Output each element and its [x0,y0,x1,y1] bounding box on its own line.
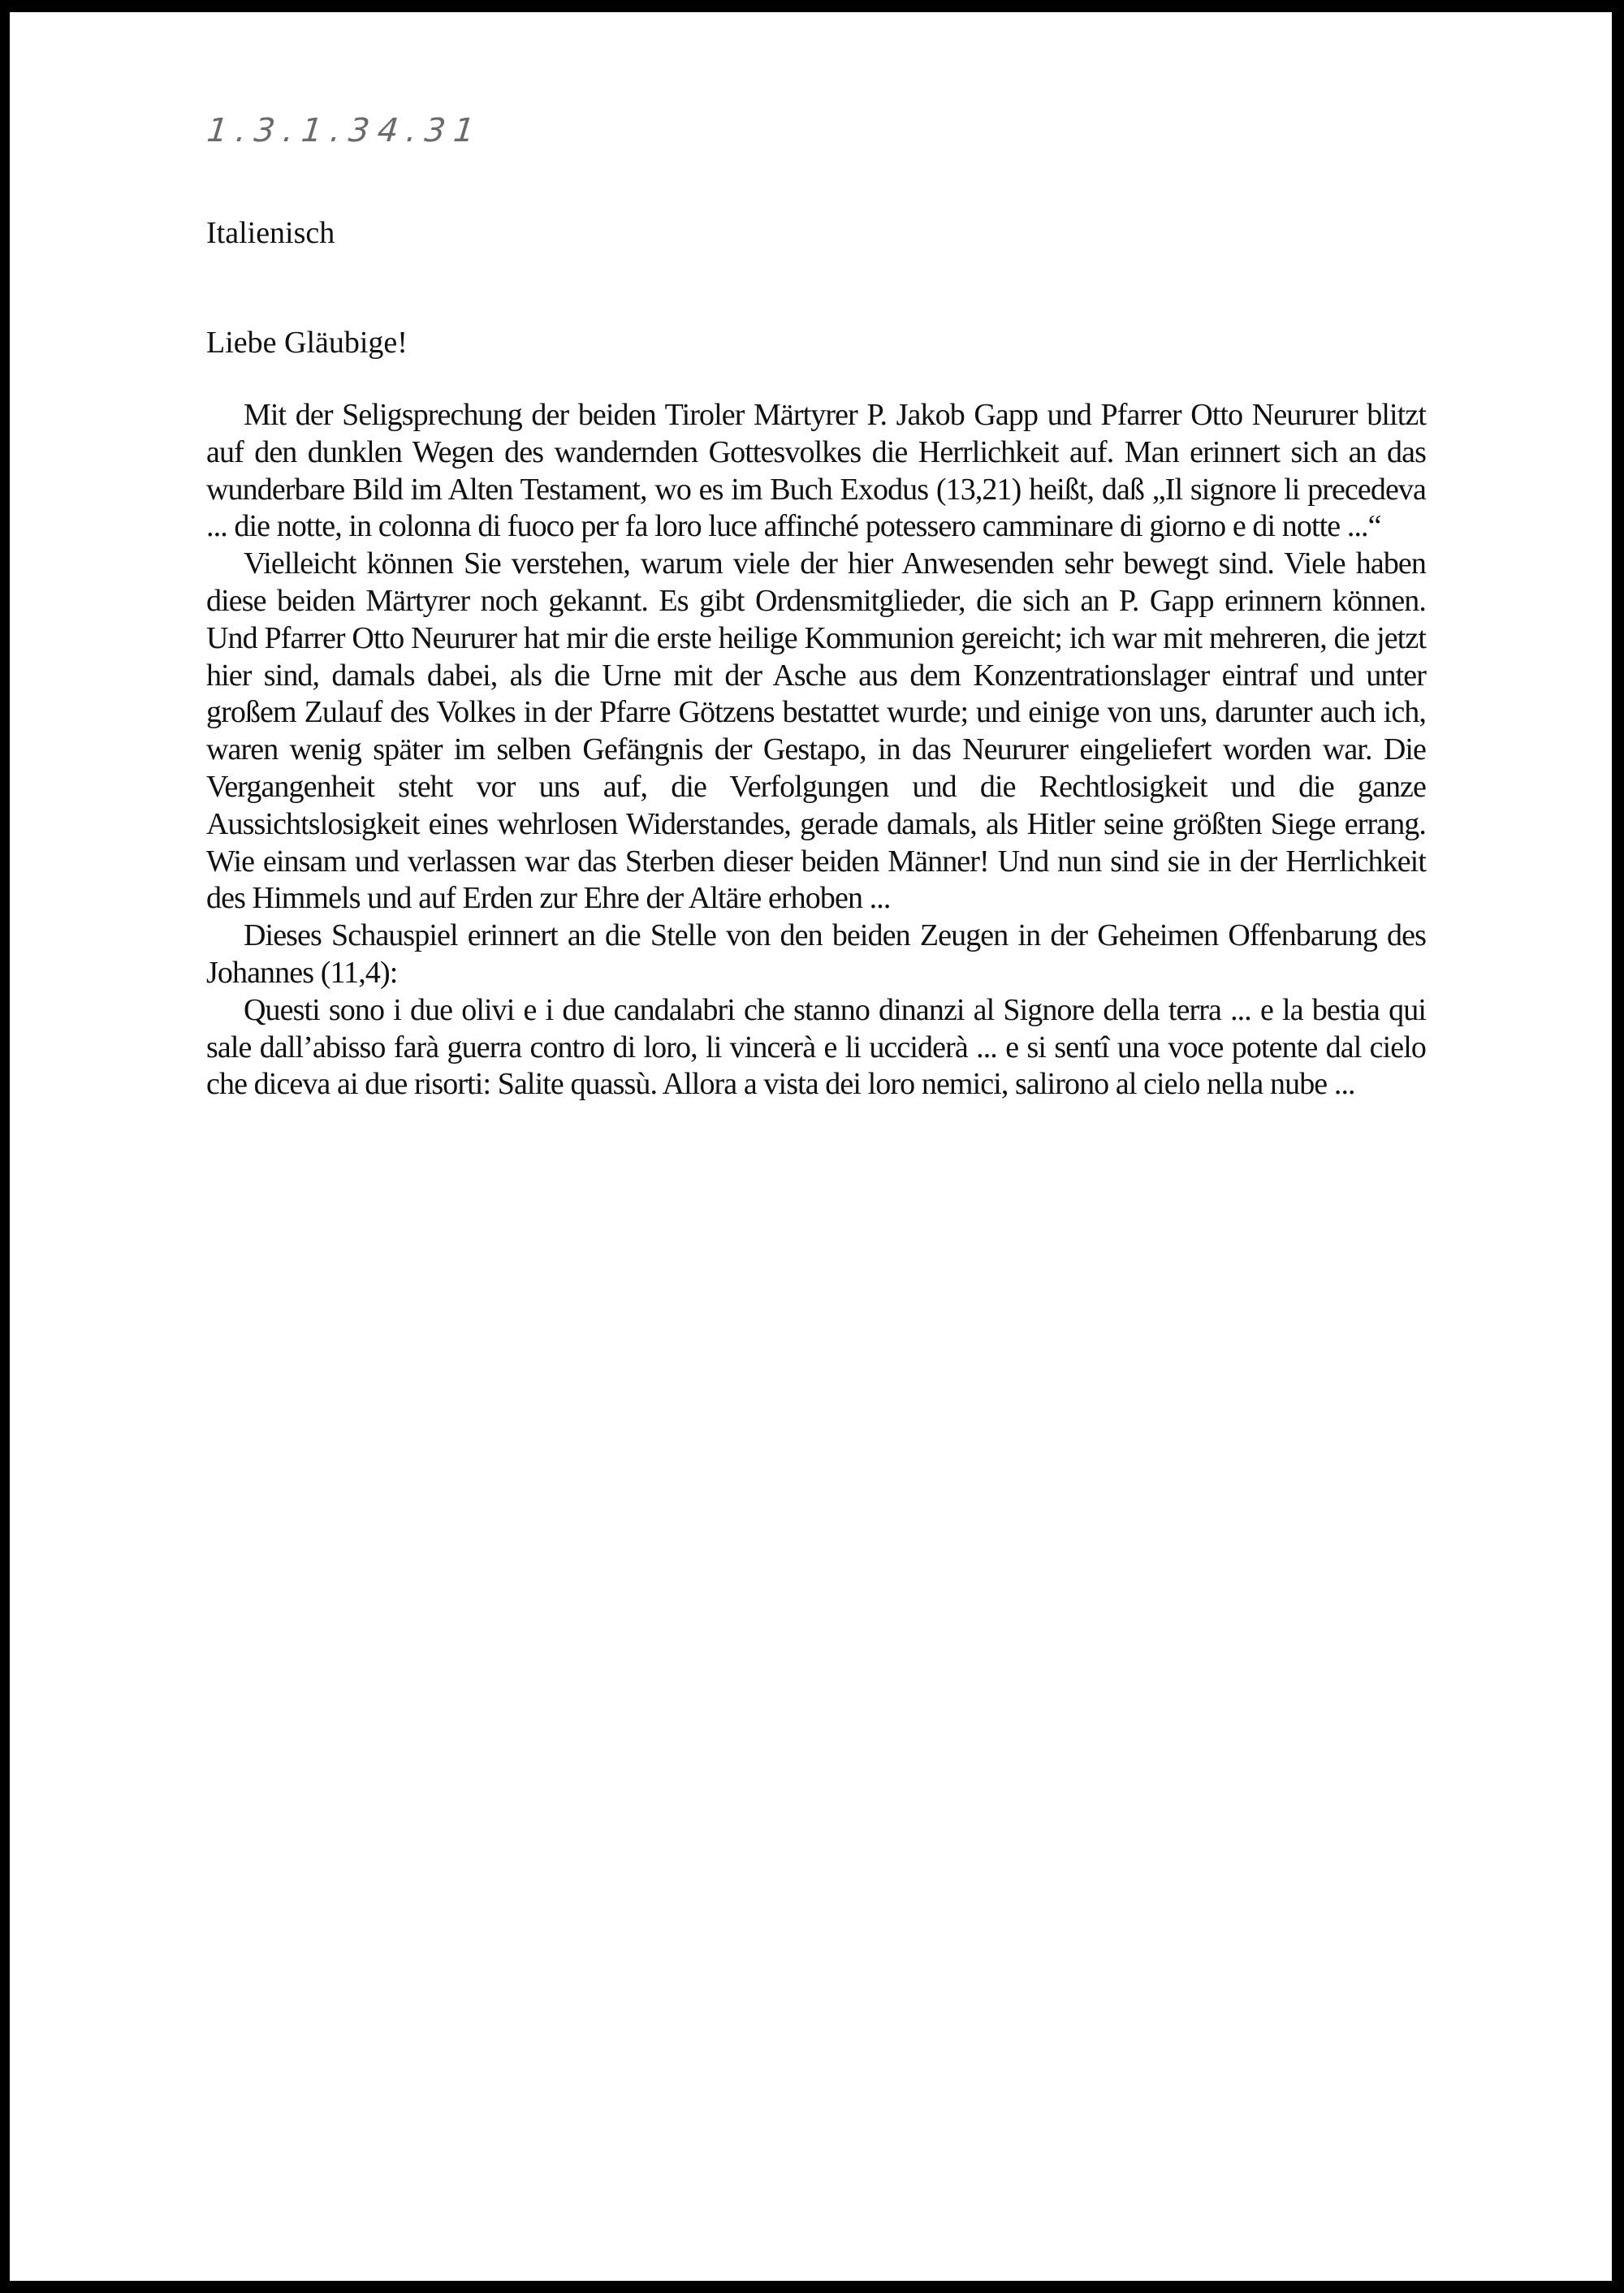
language-label: Italienisch [206,216,335,250]
scanned-page [10,12,1612,2281]
letter-text [206,397,1426,1103]
archive-number-handwritten: 1.3.1.34.31 [205,112,485,149]
paragraph-memories: Vielleicht können Sie verstehen, warum viele der hier Anwesenden sehr bewegt sind. Viele haben diese beiden Märtyrer noch gekannt. Es gibt Ordensmitglieder, die sich an P. Gapp erinnern können. Und Pfarrer Otto Neururer hat mir die erste heilige Kommunion gereicht; ich war mit mehreren, die jetzt hier sind, damals dabei, als die Urne mit der Asche aus dem Konzentrationslager eintraf und unter großem Zulauf des Volkes in der Pfarre Götzens bestattet wurde; und einige von uns, darunter auch ich, waren wenig später im selben Gefängnis der Gestapo, in das Neururer eingeliefert worden war. Die Vergangenheit steht vor uns auf, die Verfolgungen und die Rechtlosigkeit und die ganze Aussichtslosigkeit eines wehrlosen Widerstandes, gerade damals, als Hitler seine größten Siege errang. Wie einsam und verlassen war das Sterben dieser beiden Männer! Und nun sind sie in der Herrlichkeit des Himmels und auf Erden zur Ehre der Altäre erhoben ... [206,546,1426,916]
paragraph-beatification: Mit der Seligsprechung der beiden Tiroler Märtyrer P. Jakob Gapp und Pfarrer Otto Neururer blitzt auf den dunklen Wegen des wandernden Gottesvolkes die Herrlichkeit auf. Man erinnert sich an das wunderbare Bild im Alten Testament, wo es im Buch Exodus (13,21) heißt, daß „Il signore li precedeva ... die notte, in colonna di fuoco per fa loro luce affinché potessero camminare di giorno e di notte ...“ [206,398,1426,544]
greeting: Liebe Gläubige! [206,326,408,360]
paragraph-revelation-intro: Dieses Schauspiel erinnert an die Stelle von den beiden Zeugen in der Geheimen Offenbarung des Johannes (11,4): [206,918,1426,990]
paragraph-italian-quote: Questi sono i due olivi e i due candalabri che stanno dinanzi al Signore della terra ... e la bestia qui sale dall’abisso farà guerra contro di loro, li vincerà e li ucciderà ... e si sentî una voce potente dal cielo che diceva ai due risorti: Salite quassù. Allora a vista dei loro nemici, salirono al cielo nella nube ... [206,992,1426,1102]
